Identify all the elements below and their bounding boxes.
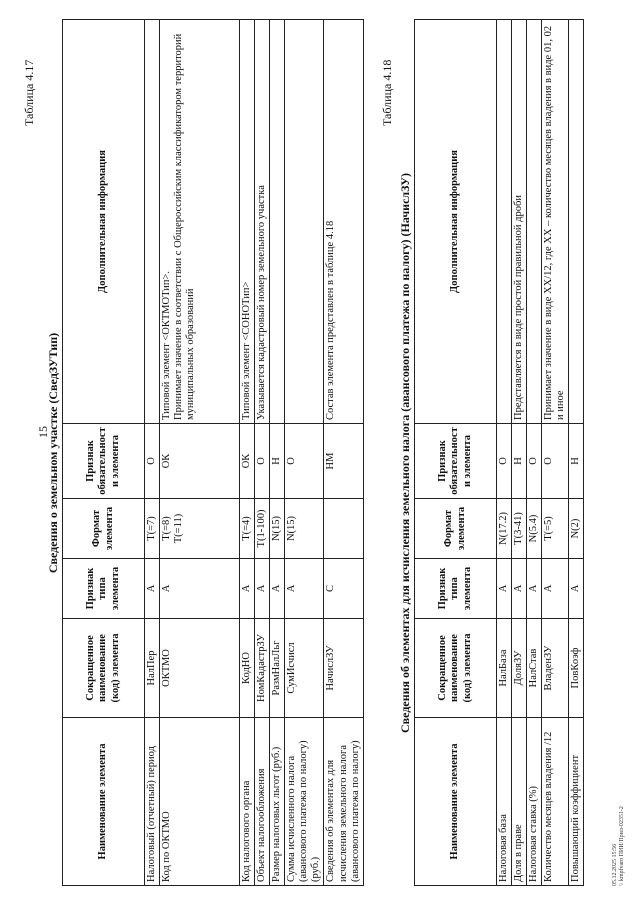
- cell-code: НалСтав: [527, 619, 542, 718]
- header-required: Признак обязательности элемента: [415, 424, 497, 499]
- cell-required: О: [145, 424, 160, 499]
- cell-format: N(15): [285, 499, 324, 559]
- footer-line-2: \\ kmpfvaro ПИИ/Прил-02351-2: [619, 806, 626, 886]
- cell-info: [270, 20, 285, 424]
- table-row: [255, 20, 270, 886]
- cell-required: Н: [512, 424, 527, 499]
- header-name: Наименование элемента: [63, 718, 145, 886]
- cell-type: А: [497, 559, 512, 619]
- cell-format: T(=7): [145, 499, 160, 559]
- table-row: [324, 20, 363, 886]
- table-row: [527, 20, 542, 886]
- cell-info: Представляется в виде простой правильной дроби: [512, 20, 527, 424]
- cell-required: О: [527, 424, 542, 499]
- cell-format: T(=4): [240, 499, 255, 559]
- cell-code: СумИсчисл: [285, 619, 324, 718]
- cell-type: А: [160, 559, 240, 619]
- table-418-caption: Таблица 4.18: [380, 59, 394, 126]
- table-row: [145, 20, 160, 886]
- header-type: Признак типа элемента: [415, 559, 497, 619]
- cell-code: КодНО: [240, 619, 255, 718]
- footer-line-1: 05.12.2025 15:56: [612, 843, 618, 886]
- cell-type: А: [255, 559, 270, 619]
- cell-format: T(=5): [542, 499, 569, 559]
- table-417-caption: Таблица 4.17: [22, 59, 36, 126]
- cell-format: N(17.2): [497, 499, 512, 559]
- cell-required: О: [542, 424, 569, 499]
- cell-format: N(5.4): [527, 499, 542, 559]
- table-row: [497, 20, 512, 886]
- table-row: [160, 20, 240, 886]
- cell-name: Размер налоговых льгот (руб.): [270, 718, 285, 886]
- cell-type: А: [240, 559, 255, 619]
- footer-stamp: [612, 806, 626, 886]
- cell-code: НалПер: [145, 619, 160, 718]
- cell-required: О: [285, 424, 324, 499]
- cell-type: А: [285, 559, 324, 619]
- cell-type: А: [145, 559, 160, 619]
- header-required: Признак обязательности элемента: [63, 424, 145, 499]
- cell-type: С: [324, 559, 363, 619]
- cell-format: T(3-41): [512, 499, 527, 559]
- page-number: 15: [36, 426, 50, 438]
- cell-type: А: [527, 559, 542, 619]
- cell-type: А: [512, 559, 527, 619]
- cell-type: А: [270, 559, 285, 619]
- cell-required: Н: [270, 424, 285, 499]
- table-418-header-row: [415, 20, 497, 886]
- header-code: Сокращенное наименование (код) элемента: [63, 619, 145, 718]
- cell-format: N(2): [569, 499, 584, 559]
- cell-required: ОК: [160, 424, 240, 499]
- table-418-title: Сведения об элементах для исчисления земельного налога (авансового платежа по налогу) (НачислЗУ): [398, 173, 412, 733]
- table-row: [270, 20, 285, 886]
- cell-info: Типовой элемент <ОКТМОТип>. Принимает значение в соответствии с Общероссийским классификатором территорий муниципальных образований: [160, 20, 240, 424]
- cell-name: Повышающий коэффициент: [569, 718, 584, 886]
- cell-format: T(1-100): [255, 499, 270, 559]
- header-info: Дополнительная информация: [415, 20, 497, 424]
- cell-code: РазмНалЛьг: [270, 619, 285, 718]
- cell-format: T(=8) T(=11): [160, 499, 240, 559]
- cell-required: О: [255, 424, 270, 499]
- table-row: [542, 20, 569, 886]
- cell-name: Сумма исчисленного налога (авансового платежа по налогу) (руб.): [285, 718, 324, 886]
- cell-name: Сведения об элементах для исчисления земельного налога (авансового платежа по налогу): [324, 718, 363, 886]
- cell-format: [324, 499, 363, 559]
- cell-required: Н: [569, 424, 584, 499]
- table-417-header-row: [63, 20, 145, 886]
- cell-name: Доля в праве: [512, 718, 527, 886]
- cell-info: [497, 20, 512, 424]
- cell-code: НалБаза: [497, 619, 512, 718]
- cell-required: НМ: [324, 424, 363, 499]
- cell-code: ОКТМО: [160, 619, 240, 718]
- header-info: Дополнительная информация: [63, 20, 145, 424]
- cell-code: НомКадастрЗУ: [255, 619, 270, 718]
- cell-name: Налоговая ставка (%): [527, 718, 542, 886]
- cell-info: [527, 20, 542, 424]
- cell-name: Код по ОКТМО: [160, 718, 240, 886]
- header-name: Наименование элемента: [415, 718, 497, 886]
- header-code: Сокращенное наименование (код) элемента: [415, 619, 497, 718]
- table-row: [285, 20, 324, 886]
- header-type: Признак типа элемента: [63, 559, 145, 619]
- cell-required: ОК: [240, 424, 255, 499]
- cell-type: А: [569, 559, 584, 619]
- cell-name: Код налогового органа: [240, 718, 255, 886]
- cell-code: ДоляЗУ: [512, 619, 527, 718]
- cell-name: Налоговая база: [497, 718, 512, 886]
- cell-required: О: [497, 424, 512, 499]
- cell-format: N(15): [270, 499, 285, 559]
- header-format: Формат элемента: [415, 499, 497, 559]
- cell-info: [569, 20, 584, 424]
- cell-info: Принимает значение в виде ХХ/12, где ХХ – количество месяцев владения в виде 01, 02 и иное: [542, 20, 569, 424]
- cell-info: [285, 20, 324, 424]
- table-417: [62, 19, 364, 886]
- cell-info: Указывается кадастровый номер земельного участка: [255, 20, 270, 424]
- cell-type: А: [542, 559, 569, 619]
- cell-code: ПовКоэф: [569, 619, 584, 718]
- cell-info: [145, 20, 160, 424]
- table-row: [512, 20, 527, 886]
- table-row: [569, 20, 584, 886]
- cell-name: Объект налогообложения: [255, 718, 270, 886]
- cell-code: ВладенЗУ: [542, 619, 569, 718]
- table-418: [414, 19, 584, 886]
- header-format: Формат элемента: [63, 499, 145, 559]
- table-417-title: Сведения о земельном участке (СведЗУТип): [46, 332, 60, 574]
- cell-name: Количество месяцев владения /12: [542, 718, 569, 886]
- cell-name: Налоговый (отчетный) период: [145, 718, 160, 886]
- cell-code: НачислЗУ: [324, 619, 363, 718]
- cell-info: Состав элемента представлен в таблице 4.18: [324, 20, 363, 424]
- table-row: [240, 20, 255, 886]
- cell-info: Типовой элемент <СОНОТип>: [240, 20, 255, 424]
